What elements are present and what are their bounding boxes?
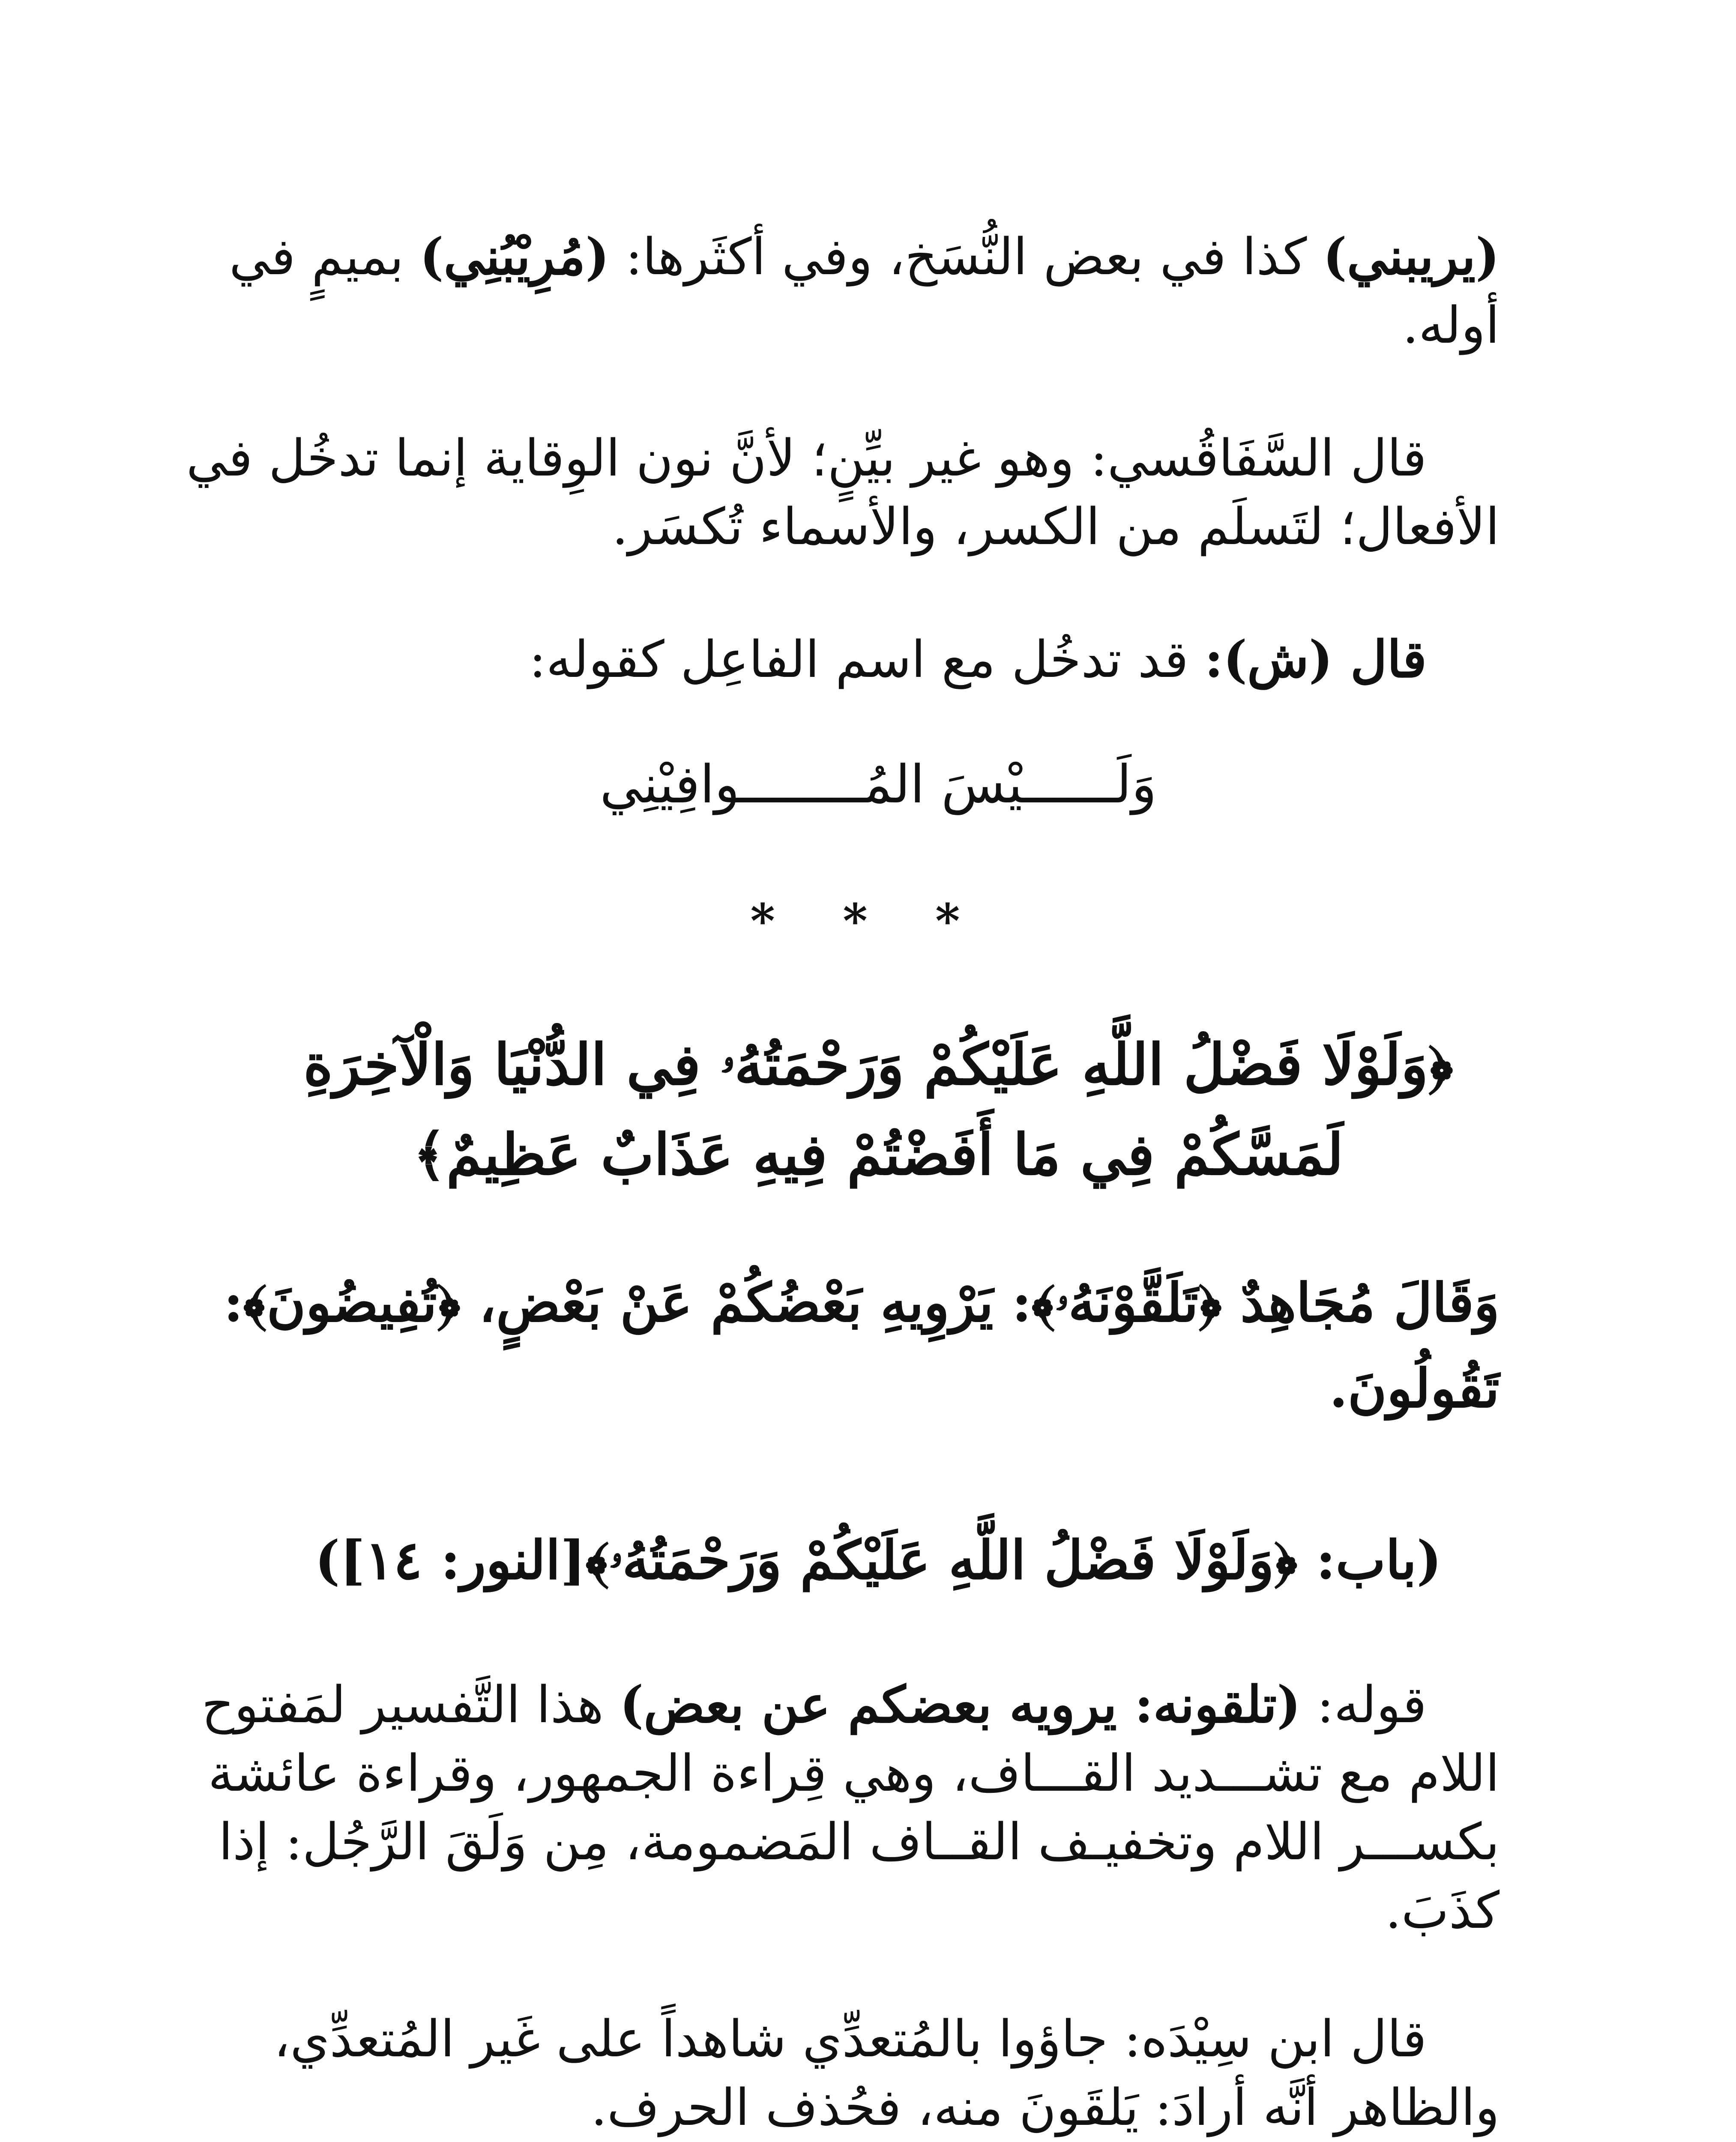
text-line: والظاهر أنَّه أرادَ: يَلقَونَ منه، فحُذف الحرف. (591, 2078, 1500, 2137)
quran-verse (257, 1032, 1500, 1217)
mujahid-commentary (223, 1272, 1500, 1431)
text-span: قوله: (1301, 1675, 1427, 1734)
text-span: كذا في بعض النُّسَخ، وفي أكثَرها: (609, 227, 1323, 286)
verse-line: لَمَسَّكُمْ فِي مَا أَفَضْتُمْ فِيهِ عَذَابٌ عَظِيمٌ﴾ (413, 1122, 1344, 1188)
verse-line: ﴿وَلَوْلَا فَضْلُ اللَّهِ عَلَيْكُمْ وَرَحْمَتُهُۥ فِي الدُّنْيَا وَالْآخِرَةِ (303, 1032, 1453, 1098)
paragraph-safaqusi (186, 428, 1500, 570)
text-line: وَقَالَ مُجَاهِدٌ ﴿تَلَقَّوْنَهُۥ﴾: يَرْوِيهِ بَعْضُكُمْ عَنْ بَعْضٍ، ﴿تُفِيضُونَ﴾: (223, 1272, 1500, 1334)
text-line: أوله. (1402, 296, 1500, 355)
text-line: اللام مع تشـــديد القـــاف، وهي قِراءة الجمهور، وقراءة عائشة (208, 1744, 1500, 1803)
text-line: كذَبَ. (1385, 1881, 1500, 1940)
text-line: بكســـر اللام وتخفيـف القــاف المَضمومة، مِن وَلَقَ الرَّجُل: إذا (218, 1812, 1500, 1871)
paragraph-yaribuni (229, 227, 1500, 368)
term: (تلقونه: يرويه بعضكم عن بعض) (620, 1675, 1301, 1734)
term: (يريبني) (1323, 227, 1500, 286)
text-line (201, 1675, 1500, 1748)
text-span: هذا التَّفسير لمَفتوح (201, 1675, 620, 1734)
text-line: قال ابن سِيْدَه: جاؤوا بالمُتعدِّي شاهداً على غَير المُتعدِّي، (274, 2009, 1427, 2068)
text-span: قد تدخُل مع اسم الفاعِل كقوله: (529, 630, 1205, 689)
chapter-heading: (باب: ﴿وَلَوْلَا فَضْلُ اللَّهِ عَلَيْكُمْ وَرَحْمَتُهُۥ﴾[النور: ١٤]) (314, 1529, 1442, 1592)
text-line (257, 629, 1500, 703)
paragraph-qawluhu (201, 1675, 1500, 1954)
text-span: بميمٍ في (229, 227, 420, 286)
text-line: الأفعال؛ لتَسلَم من الكسر، والأسماء تُكسَر. (612, 497, 1500, 556)
text-line (229, 227, 1500, 300)
paragraph-ibn-sidah (257, 2009, 1500, 2142)
paragraph-sh (257, 629, 1500, 703)
section-separator: * * * (750, 893, 986, 948)
text-line: تَقُولُونَ. (1329, 1358, 1500, 1420)
term: (مُرِيْبُنِي) (419, 227, 610, 286)
text-line: قال السَّفَاقُسي: وهو غير بيِّنٍ؛ لأنَّ نون الوِقاية إنما تدخُل في (186, 428, 1427, 488)
term: قال (ش): (1204, 629, 1427, 689)
poem-line: وَلَــــــيْسَ المُــــــــوافِيْنِي (600, 754, 1157, 815)
